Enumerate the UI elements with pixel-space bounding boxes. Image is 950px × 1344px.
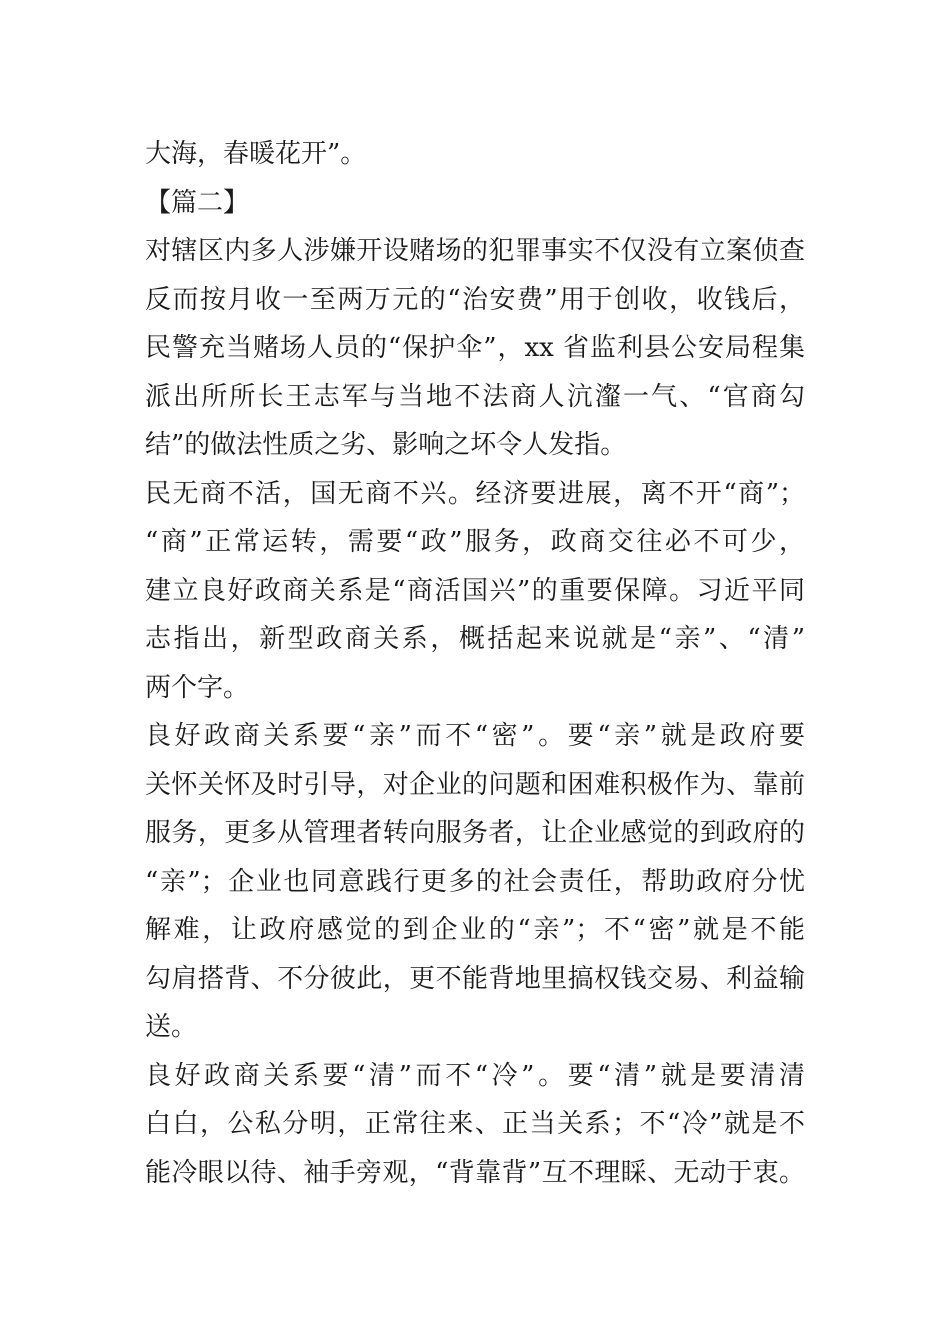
document-body (145, 130, 805, 1197)
text-line: 建立良好政商关系是“商活国兴”的重要保障。习近平同 (145, 575, 805, 606)
text-line: 两个字。 (145, 672, 250, 703)
text-line: 能冷眼以待、袖手旁观，“背靠背”互不理睬、无动于衷。 (145, 1157, 805, 1188)
text-line: 送。 (145, 1012, 198, 1042)
text-line: 良好政商关系要“亲”而不“密”。要“亲”就是政府要 (145, 721, 805, 751)
text-line: 反而按月收一至两万元的“治安费”用于创收，收钱后， (145, 284, 805, 315)
text-line: 大海，春暖花开”。 (145, 139, 367, 169)
text-line: 良好政商关系要“清”而不“冷”。要“清”就是要清清 (145, 1060, 805, 1091)
text-line: 民无商不活，国无商不兴。经济要进展，离不开“商”； (145, 478, 805, 509)
text-line: 勾肩搭背、不分彼此，更不能背地里搞权钱交易、利益输 (145, 963, 805, 994)
text-line: 关怀关怀及时引导，对企业的问题和困难积极作为、靠前 (145, 769, 805, 800)
text-line: 服务，更多从管理者转向服务者，让企业感觉的到政府的 (145, 818, 805, 848)
text-line: “商”正常运转，需要“政”服务，政商交往必不可少， (145, 527, 805, 557)
text-line: 志指出，新型政商关系，概括起来说就是“亲”、“清” (145, 624, 805, 654)
section-heading: 【篇二】 (145, 187, 250, 218)
text-line: 白白，公私分明，正常往来、正当关系；不“冷”就是不 (145, 1109, 805, 1139)
text-line: 民警充当赌场人员的“保护伞”，xx 省监利县公安局程集 (145, 333, 805, 363)
text-line: 派出所所长王志军与当地不法商人沆瀣一气、“官商勾 (145, 381, 805, 412)
text-line: “亲”；企业也同意践行更多的社会责任，帮助政府分忧 (145, 866, 805, 897)
text-line: 解难，让政府感觉的到企业的“亲”；不“密”就是不能 (145, 915, 805, 945)
text-line: 对辖区内多人涉嫌开设赌场的犯罪事实不仅没有立案侦查 (145, 236, 805, 266)
text-line: 结”的做法性质之劣、影响之坏令人发指。 (145, 430, 627, 460)
